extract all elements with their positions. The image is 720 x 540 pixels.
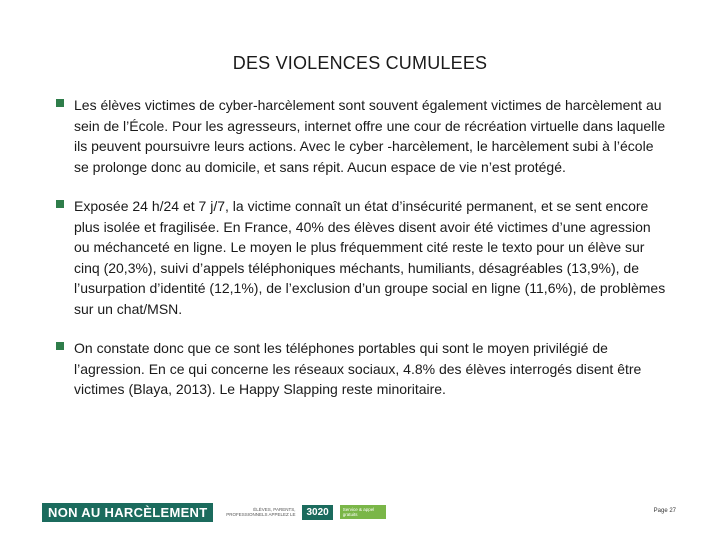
logo-phone-note: Service & appel gratuits bbox=[340, 505, 386, 519]
bullet-list bbox=[56, 95, 666, 419]
square-bullet-icon bbox=[56, 200, 64, 208]
page-number: Page 27 bbox=[653, 508, 676, 514]
bullet-text: Les élèves victimes de cyber-harcèlement sont souvent également victimes de harcèlement au sein de l’École. Pour les agresseurs, internet offre une cour de récréation virtuelle dans laquelle ils peuvent poursuivre leurs actions. Avec le cyber -harcèlement, le harcèlement subi à l’école se prolonge donc au domicile, et sans répit. Aucun espace de vie n’est protégé. bbox=[74, 97, 666, 175]
footer-logo bbox=[42, 502, 386, 522]
logo-number: 3020 bbox=[301, 504, 333, 521]
logo-tagline: ÉLÈVES, PARENTS, PROFESSIONNELS APPELEZ LE bbox=[226, 507, 296, 517]
bullet-item bbox=[56, 95, 666, 177]
bullet-item bbox=[56, 196, 666, 319]
logo-text: NON AU HARCÈLEMENT bbox=[42, 503, 213, 522]
bullet-text: Exposée 24 h/24 et 7 j/7, la victime connaît un état d’insécurité permanent, et se sent encore plus isolée et fragilisée. En France, 40% des élèves disent avoir été victimes d’une agression ou méchanceté en ligne. Le moyen le plus fréquemment cité reste le texto pour un élève sur cinq (20,3%), suivi d’appels téléphoniques méchants, humiliants, désagréables (13,9%), de l’usurpation d’identité (12,1%), de l’exclusion d’un groupe social en ligne (11,6%), de problèmes sur un chat/MSN. bbox=[74, 198, 666, 317]
bullet-text: On constate donc que ce sont les téléphones portables qui sont le moyen privilégié de l’agression. En ce qui concerne les réseaux sociaux, 4.8% des élèves interrogés disent être victimes (Blaya, 2013). Le Happy Slapping reste minoritaire. bbox=[74, 340, 642, 397]
page-title: DES VIOLENCES CUMULEES bbox=[232, 53, 488, 73]
square-bullet-icon bbox=[56, 99, 64, 107]
square-bullet-icon bbox=[56, 342, 64, 350]
bullet-item bbox=[56, 338, 666, 400]
